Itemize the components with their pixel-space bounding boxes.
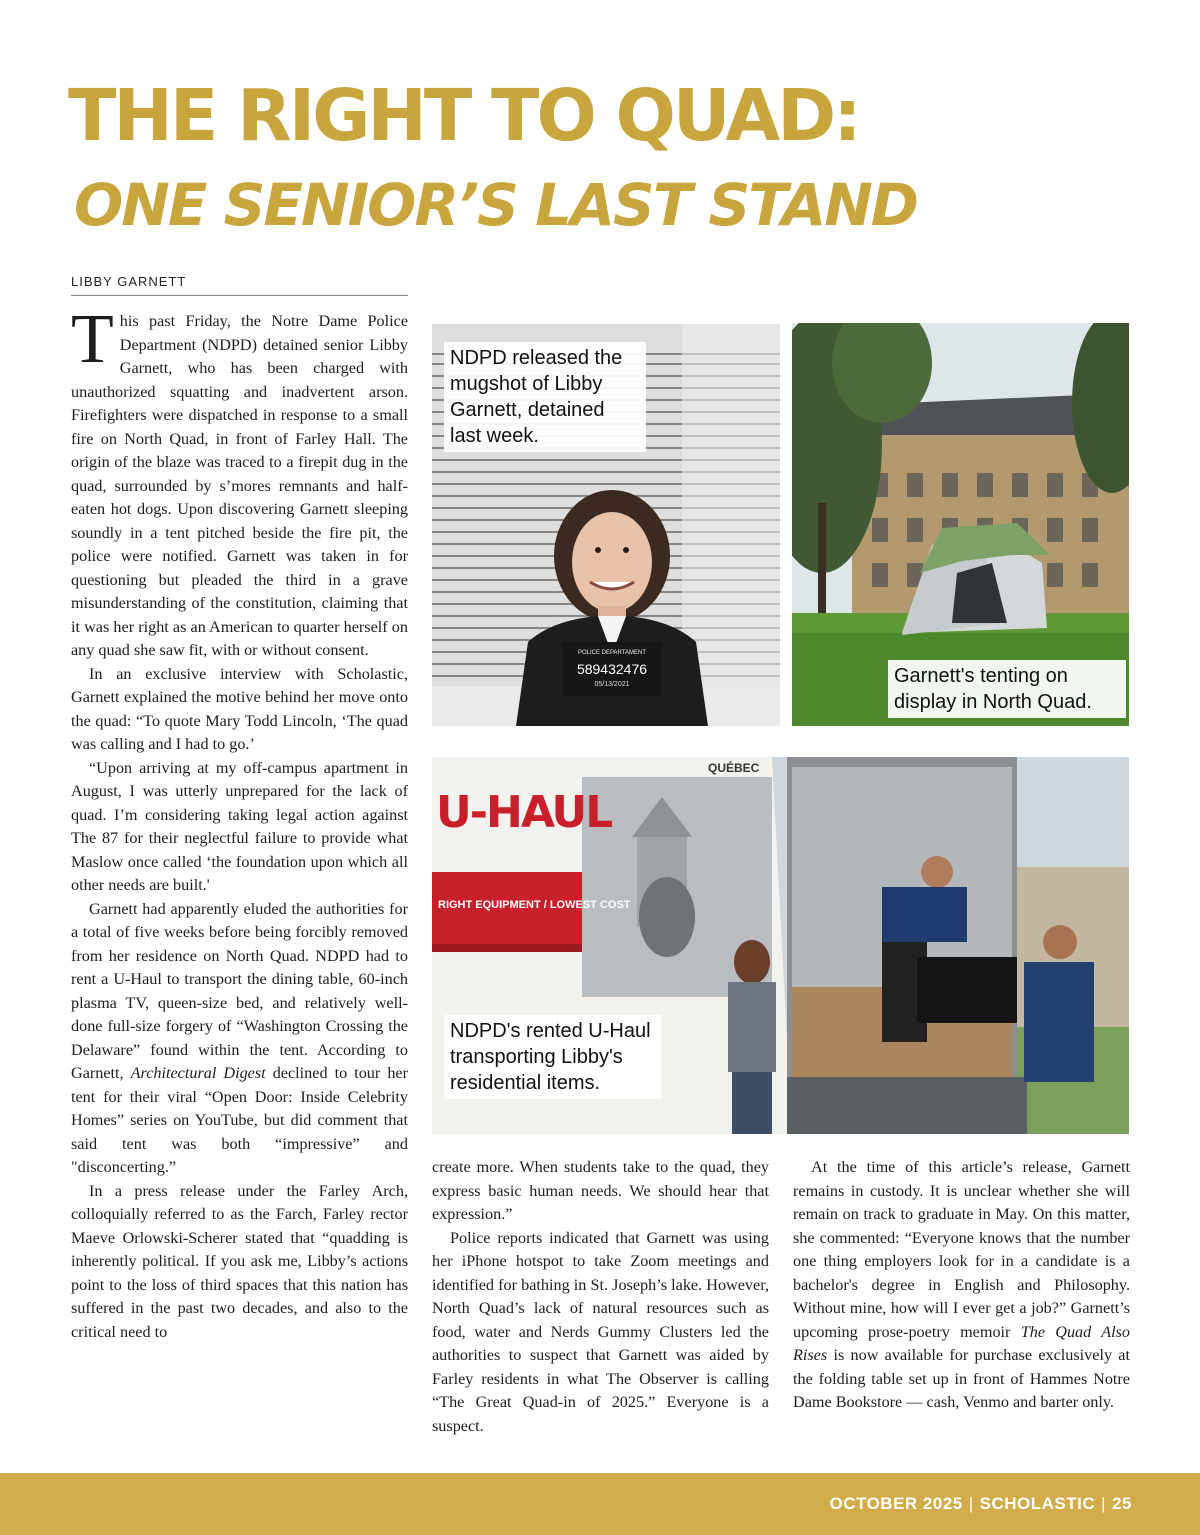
paragraph-text: declined to tour her tent for their viral “Open Door: Inside Celebrity Homes” series on YouTube, but did comment that said tent was both “impressive” and "disconcerting.” — [71, 1064, 409, 1176]
footer-folio: OCTOBER 2025 | SCHOLASTIC | 25 — [829, 1494, 1132, 1513]
publication-name: Architectural Digest — [130, 1064, 266, 1082]
paragraph-text: his past Friday, the Notre Dame Police Department (NDPD) detained senior Libby Garnett, who has been charged with unauthorized squatting and inadvertent arson. Firefighters were dispatched in response to a small fire on North Quad, in front of Farley Hall. The origin of the blaze was traced to a firepit dug in the quad, surrounded by s’mores remnants and half-eaten hot dogs. Upon discovering Garnett sleeping soundly in a tent pitched beside the fire pit, the police were notified. Garnett was taken in for questioning but pleaded the third in a grave misunderstanding of the constitution, claiming that it was her right as an American to quarter herself on any quad she saw fit, with or without consent. — [71, 312, 408, 659]
paragraph: In an exclusive interview with Scholastic, Garnett explained the motive behind her move onto the quad: “To quote Mary Todd Lincoln, ‘The quad was calling and I had to go.’ — [71, 664, 408, 753]
uhaul-photo — [432, 757, 1129, 1134]
article-column-1 — [71, 301, 409, 1344]
paragraph: create more. When students take to the quad, they express basic human needs. We should hear that expression.” — [432, 1158, 769, 1223]
issue-date: OCTOBER 2025 — [829, 1494, 963, 1513]
mugshot-photo — [432, 324, 780, 726]
uhaul-slogan: RIGHT EQUIPMENT / LOWEST COST — [438, 899, 631, 911]
page-number: 25 — [1112, 1494, 1132, 1513]
truck-province: QUÉBEC — [708, 761, 760, 775]
drop-cap: T — [71, 301, 114, 378]
article-column-2 — [432, 1156, 769, 1438]
paragraph — [793, 1156, 1130, 1415]
placard-number: 589432476 — [576, 661, 648, 677]
tent-photo — [792, 323, 1129, 726]
article-column-3 — [793, 1156, 1130, 1415]
uhaul-caption: NDPD's rented U-Haul transporting Libby's residential items. — [444, 1015, 661, 1099]
paragraph: In a press release under the Farley Arch, colloquially referred to as the Farch, Farley rector Maeve Orlowski-Scherer stated that “quadding is inherently political. If you ask me, Libby’s actions point to the loss of third spaces that this nation has suffered in the past two decades, and also to the critical need to — [71, 1181, 408, 1341]
memoir-title: The Quad Also Rises — [793, 1322, 1130, 1364]
subheadline: ONE SENIOR’S LAST STAND — [74, 171, 917, 239]
uhaul-logo: U-HAUL — [436, 787, 612, 838]
publication-name: SCHOLASTIC — [979, 1494, 1096, 1513]
paragraph-text: Garnett had apparently eluded the authorities for a total of five weeks before being forcibly removed from her residence on North Quad. NDPD had to rent a U-Haul to transport the dining table, 60-inch plasma TV, queen-size bed, and relatively well-done full-size forgery of “Washington Crossing the Delaware” found within the tent. According to Garnett, — [71, 899, 408, 1082]
paragraph — [71, 301, 408, 663]
paragraph-text: At the time of this article’s release, Garnett remains in custody. It is unclear whether she will remain on track to graduate in May. On this matter, she commented: “Everyone knows that the number one thing employers look for in a candidate is a bachelor's degree in English and Philosophy. Without mine, how will I ever get a job?” Garnett’s upcoming prose-poetry memoir — [793, 1158, 1130, 1341]
headline: THE RIGHT TO QUAD: — [68, 74, 859, 157]
paragraph — [71, 898, 408, 1180]
paragraph: “Upon arriving at my off-campus apartment in August, I was utterly unprepared for the lack of quad. I’m considering taking legal action against The 87 for their neglectful failure to provide what Maslow once called ‘the foundation upon which all other needs are built.' — [71, 758, 408, 894]
mugshot-caption: NDPD released the mugshot of Libby Garnett, detained last week. — [444, 342, 646, 452]
byline: LIBBY GARNETT — [71, 274, 408, 296]
placard-title: POLICE DEPARTAMENT — [577, 650, 646, 656]
paragraph-text: is now available for purchase exclusively at the folding table set up in front of Hammes Notre Dame Bookstore — cash, Venmo and barter only. — [793, 1346, 1130, 1411]
tent-caption: Garnett's tenting on display in North Quad. — [888, 660, 1126, 718]
paragraph: Police reports indicated that Garnett was using her iPhone hotspot to take Zoom meetings and identified for bathing in St. Joseph’s lake. However, North Quad’s lack of natural resources such as food, water and Nerds Gummy Clusters led the authorities to suspect that Garnett was aided by Farley residents in what The Observer is calling “The Great Quad-in of 2025.” Everyone is a suspect. — [432, 1228, 769, 1435]
placard-date: 05/13/2021 — [594, 681, 630, 688]
